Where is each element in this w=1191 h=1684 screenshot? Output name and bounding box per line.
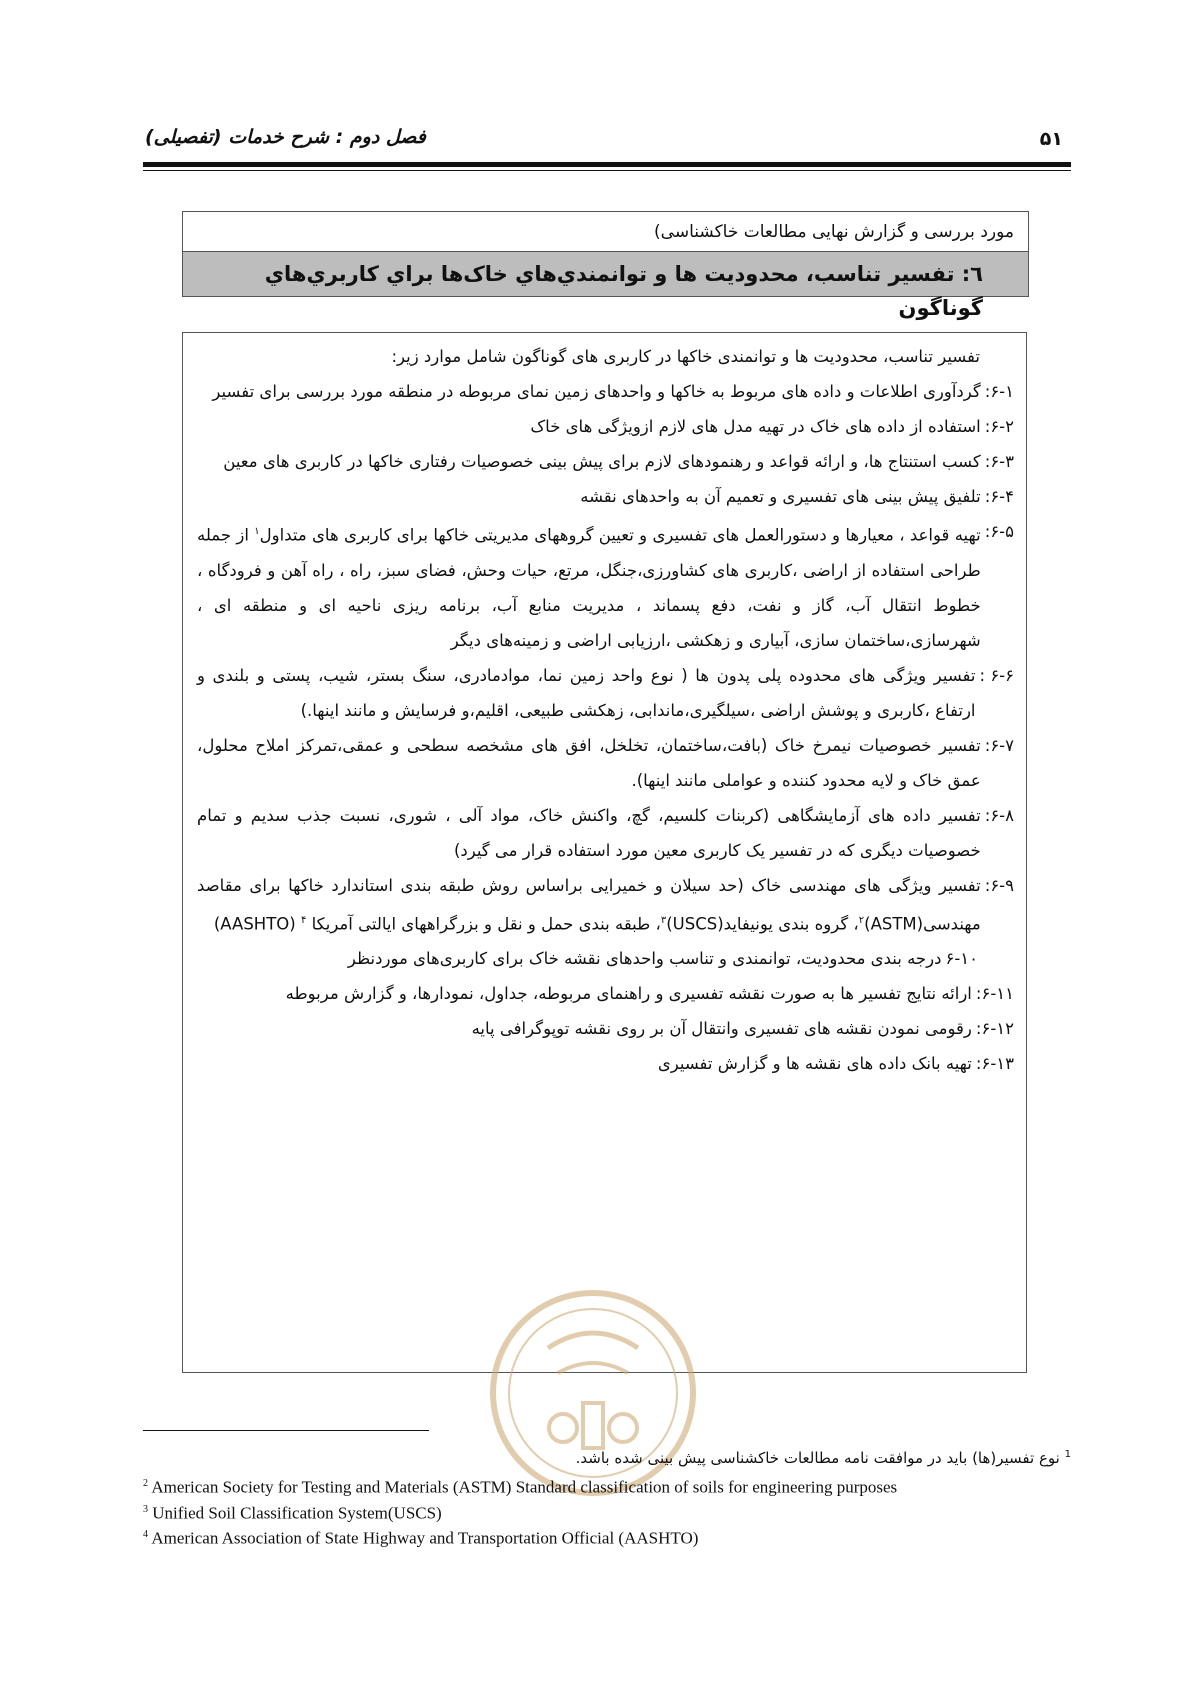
item-text: رقومی نمودن نقشه های تفسیری وانتقال آن بر روی نقشه توپوگرافی پایه xyxy=(471,1019,972,1038)
list-item xyxy=(197,514,1014,658)
header-rule xyxy=(143,162,1071,167)
item-text-part: (AASHTO) xyxy=(213,914,301,933)
footnote-text: American Society for Testing and Materials (ASTM) Standard classification of soils for engineering purposes xyxy=(151,1477,898,1497)
item-number: ۶-۳: xyxy=(984,452,1014,471)
item-text: ارائه نتایج تفسیر ها به صورت نقشه تفسیری و راهنمای مربوطه، جداول، نمودارها، و گزارش مربوطه xyxy=(285,984,972,1003)
item-text-part: تهیه قواعد ، معیارها و دستورالعمل های تفسیری و تعیین گروههای مدیریتی خاکها برای کاربری های متداول xyxy=(259,525,981,545)
list-item xyxy=(197,868,1014,942)
footnotes xyxy=(143,1443,1071,1550)
item-number: ۶-۹: xyxy=(984,875,1014,895)
list-item xyxy=(197,941,1014,976)
content-box xyxy=(182,332,1027,1373)
list-item xyxy=(197,409,1014,444)
item-text: تفسیر ویژگی های محدوده پلی پدون ها ( نوع واحد زمین نما، موادمادری، سنگ بستر، شیب، پستی و بلندی و ارتفاع ،کاربری و پوشش اراضی ،سیلگیری،ماندابی، زهکشی طبیعی، اقلیم،و فرسایش و مانند اینها.) xyxy=(197,665,976,720)
item-number: ۶-۱۳: xyxy=(975,1054,1014,1073)
item-number: ۶-۱: xyxy=(984,382,1014,401)
footnote-rule xyxy=(143,1430,429,1431)
footnote-mark: 4 xyxy=(143,1529,148,1541)
item-number: ۶-۱۱: xyxy=(975,984,1014,1003)
list-item xyxy=(197,798,1014,868)
list-item xyxy=(197,374,1014,409)
item-text: استفاده از داده های خاک در تهیه مدل های لازم ازویژگی های خاک xyxy=(530,417,981,436)
list-item xyxy=(197,1011,1014,1046)
footnote-2 xyxy=(143,1473,1071,1499)
footnote-ref: ٣ xyxy=(660,914,667,926)
item-number: ۶-۱۰ xyxy=(945,949,978,968)
item-number: ۶-۶ : xyxy=(979,665,1014,685)
footnote-mark: 3 xyxy=(143,1503,148,1515)
item-text: درجه بندی محدودیت، توانمندی و تناسب واحدهای نقشه خاک برای کاربری‌های موردنظر xyxy=(347,949,942,968)
footnote-ref: ٢ xyxy=(858,914,865,926)
footnote-1 xyxy=(143,1443,1071,1470)
item-text: تهیه بانک داده های نقشه ها و گزارش تفسیری xyxy=(657,1054,972,1073)
item-text xyxy=(197,514,981,658)
item-number: ۶-۷: xyxy=(984,735,1014,755)
item-text-part: تفسیر ویژگی های مهندسی خاک (حد سیلان و خمیرایی براساس روش طبقه بندی استاندارد خاکها برای مقاصد مهندسی(ASTM) xyxy=(197,875,981,933)
header-rule-thin xyxy=(143,170,1071,171)
item-text: گردآوری اطلاعات و داده های مربوط به خاکها و واحدهای زمین نمای مربوطه در منطقه مورد بررسی برای تفسیر xyxy=(212,382,981,401)
item-text-part: ، طبقه بندی حمل و نقل و بزرگراههای ایالتی آمریکا xyxy=(306,914,661,933)
footnote-text: نوع تفسیر(ها) باید در موافقت نامه مطالعات خاکشناسی پیش بینی شده باشد. xyxy=(575,1449,1060,1467)
footnote-text: American Association of State Highway and Transportation Official (AASHTO) xyxy=(151,1528,699,1548)
footnote-mark: 2 xyxy=(143,1478,148,1489)
footnote-3 xyxy=(143,1499,1071,1525)
list-item xyxy=(197,444,1014,479)
item-text: تلفیق پیش بینی های تفسیری و تعمیم آن به واحدهای نقشه xyxy=(580,487,981,506)
list-item xyxy=(197,658,1014,728)
footnote-text: Unified Soil Classification System(USCS) xyxy=(152,1503,442,1523)
item-text: کسب استنتاج ها، و ارائه قواعد و رهنمودهای لازم برای پیش بینی خصوصیات رفتاری خاکها در کاربری های معین xyxy=(223,452,981,471)
chapter-title: فصل دوم : شرح خدمات (تفصیلی) xyxy=(145,126,426,148)
item-number: ۶-۴: xyxy=(984,487,1014,506)
list-item xyxy=(197,1046,1014,1081)
intro-text: تفسیر تناسب، محدودیت ها و توانمندی خاکها در کاربری های گوناگون شامل موارد زیر: xyxy=(391,347,980,366)
footnote-mark: 1 xyxy=(1064,1449,1071,1460)
item-text: تفسیر داده های آزمایشگاهی (کربنات کلسیم، گچ، واکنش خاک، مواد آلی ، شوری، نسبت جذب سدیم و تمام خصوصیات دیگری که در تفسیر یک کاربری معین مورد استفاده قرار می گیرد) xyxy=(197,805,981,860)
list-item xyxy=(197,479,1014,514)
section-title: ٦: تفسير تناسب، محدوديت ها و توانمندي‌هاي خاک‌ها براي كاربري‌هاي گوناگون xyxy=(183,251,1028,296)
item-text-part: از جمله طراحی استفاده از اراضی ،کاربری های کشاورزی،جنگل، مرتع، حیات وحش، فضای سبز، راه ، راه آهن و فرودگاه ، خطوط انتقال آب، گاز و نفت، دفع پسماند ، مدیریت منابع آب، برنامه ریزی ناحیه ای و منطقه ای ، شهرسازی،ساختمان سازی، آبیاری و زهکشی ،ارزیابی اراضی و زمینه‌های دیگر xyxy=(197,525,981,650)
item-text: تفسیر خصوصیات نیمرخ خاک (بافت،ساختمان، تخلخل، افق های مشخصه سطحی و عمقی،تمرکز املاح محلول، عمق خاک و لایه محدود کننده و عواملی مانند اینها). xyxy=(197,735,981,790)
section-heading-box xyxy=(182,211,1029,320)
item-number: ۶-۲: xyxy=(984,417,1014,436)
footnote-4 xyxy=(143,1524,1071,1550)
item-text xyxy=(197,868,981,942)
item-text-part: ، گروه بندی یونیفاید(USCS) xyxy=(666,914,859,933)
footnote-ref: ۴ xyxy=(300,914,307,926)
list-item xyxy=(197,976,1014,1011)
list-item xyxy=(197,728,1014,798)
item-number: ۶-۱۲: xyxy=(975,1019,1014,1038)
footnote-ref: ١ xyxy=(254,526,260,537)
item-number: ۶-۵: xyxy=(984,522,1014,541)
previous-section-line: مورد بررسی و گزارش نهایی مطالعات خاکشناسی) xyxy=(654,222,1014,242)
item-number: ۶-۸: xyxy=(984,805,1014,825)
page-number: ۵۱ xyxy=(1039,128,1063,150)
